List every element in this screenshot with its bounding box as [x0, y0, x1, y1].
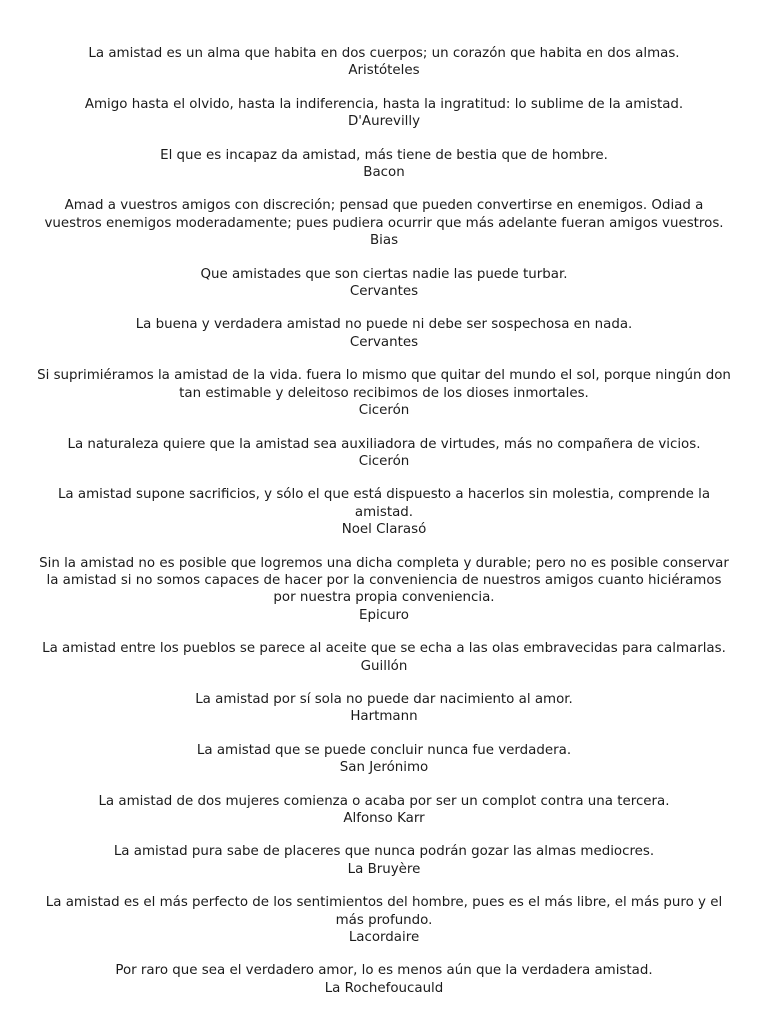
- quote-block: [36, 640, 732, 675]
- quote-block: [36, 96, 732, 131]
- quote-block: [36, 691, 732, 726]
- quote-text: Si suprimiéramos la amistad de la vida. fuera lo mismo que quitar del mundo el sol, porque ningún don tan estimable y deleitoso recibimos de los dioses inmortales.: [37, 368, 731, 401]
- quote-text: La naturaleza quiere que la amistad sea auxiliadora de virtudes, más no compañera de vicios.: [67, 436, 701, 452]
- quote-text: La amistad es un alma que habita en dos cuerpos; un corazón que habita en dos almas.: [88, 46, 680, 61]
- quote-author: Alfonso Karr: [343, 811, 425, 826]
- quote-author: Noel Clarasó: [341, 522, 427, 538]
- quote-text: Por raro que sea el verdadero amor, lo es menos aún que la verdadera amistad.: [115, 963, 653, 979]
- quote-text: Que amistades que son ciertas nadie las puede turbar.: [200, 266, 568, 282]
- quote-text: La amistad que se puede concluir nunca fue verdadera.: [196, 742, 572, 758]
- quote-block: [36, 436, 732, 471]
- quote-text: La amistad supone sacrificios, y sólo el que está dispuesto a hacerlos sin molestia, comprende la amistad.: [57, 487, 711, 520]
- quote-author: Guillón: [360, 658, 408, 674]
- quote-text: La buena y verdadera amistad no puede ni debe ser sospechosa en nada.: [135, 317, 633, 333]
- quote-block: [36, 843, 732, 878]
- quote-block: [36, 45, 732, 80]
- quote-block: [36, 197, 732, 249]
- quote-author: San Jerónimo: [339, 760, 429, 776]
- quote-author: D'Aurevilly: [347, 114, 421, 130]
- quote-text: Amigo hasta el olvido, hasta la indiferencia, hasta la ingratitud: lo sublime de la amistad.: [84, 96, 684, 112]
- quote-author: Cervantes: [349, 334, 419, 350]
- quote-block: [36, 962, 732, 997]
- quote-block: [36, 793, 732, 828]
- quote-author: Cicerón: [358, 453, 410, 469]
- quote-author: Epicuro: [359, 607, 409, 623]
- quote-block: [36, 367, 732, 419]
- quote-author: Cicerón: [358, 403, 410, 419]
- quote-block: [36, 147, 732, 182]
- quote-author: Bias: [369, 233, 399, 249]
- quote-author: Lacordaire: [348, 930, 420, 946]
- quote-text: Amad a vuestros amigos con discreción; pensad que pueden convertirse en enemigos. Odiad a vuestros enemigos moderadamente; pues pudiera ocurrir que más adelante fueran amigos vuestros.: [44, 198, 724, 231]
- quote-author: Cervantes: [349, 284, 419, 300]
- quote-block: [36, 742, 732, 777]
- quote-author: La Rochefoucauld: [324, 980, 444, 996]
- quote-text: La amistad pura sabe de placeres que nunca podrán gozar las almas mediocres.: [113, 844, 655, 860]
- quote-block: [36, 316, 732, 351]
- quote-text: El que es incapaz da amistad, más tiene de bestia que de hombre.: [160, 147, 608, 163]
- quote-author: La Bruyère: [347, 861, 421, 877]
- quote-block: [36, 486, 732, 538]
- quote-block: [36, 894, 732, 946]
- quote-text: La amistad por sí sola no puede dar nacimiento al amor.: [195, 691, 573, 707]
- quote-author: Aristóteles: [348, 63, 420, 79]
- quote-block: [36, 555, 732, 625]
- quote-text: La amistad entre los pueblos se parece al aceite que se echa a las olas embravecidas para calmarlas.: [42, 641, 726, 657]
- quote-author: Bacon: [363, 165, 405, 181]
- quote-text: La amistad de dos mujeres comienza o acaba por ser un complot contra una tercera.: [98, 793, 670, 809]
- quote-text: La amistad es el más perfecto de los sentimientos del hombre, pues es el más libre, el más puro y el más profundo.: [45, 895, 723, 928]
- quote-author: Hartmann: [350, 709, 418, 725]
- quote-text: Sin la amistad no es posible que logremos una dicha completa y durable; pero no es posible conservar la amistad si no somos capaces de hacer por la conveniencia de nuestros amigos cuanto hiciéramos por nuestra propia conveniencia.: [39, 555, 729, 606]
- quote-block: [36, 266, 732, 301]
